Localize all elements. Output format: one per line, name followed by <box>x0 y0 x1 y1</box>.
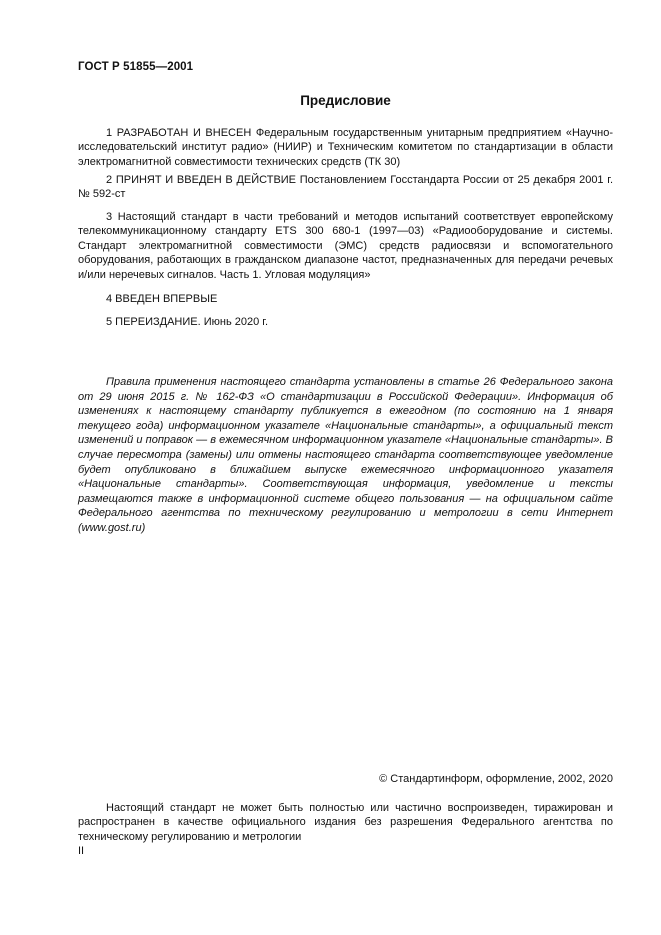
paragraph-4: 4 ВВЕДЕН ВПЕРВЫЕ <box>106 293 218 305</box>
reproduction-notice: Настоящий стандарт не может быть полностью или частично воспроизведен, тиражирован и распространен в качестве официального издания без разрешения Федерального агентства по техническому регулированию и метрологии <box>78 802 613 843</box>
copyright-line: © Стандартинформ, оформление, 2002, 2020 <box>379 773 613 785</box>
paragraph-1: 1 РАЗРАБОТАН И ВНЕСЕН Федеральным государственным унитарным предприятием «Научно-исследовательский институт радио» (НИИР) и Техническим комитетом по стандартизации в области электромагнитной совместимости технических средств (ТК 30) <box>78 127 613 168</box>
paragraph-5: 5 ПЕРЕИЗДАНИЕ. Июнь 2020 г. <box>106 316 268 328</box>
document-code: ГОСТ Р 51855—2001 <box>78 61 194 73</box>
paragraph-3: 3 Настоящий стандарт в части требований и методов испытаний соответствует европейскому телекоммуникационному стандарту ETS 300 680-1 (1997—03) «Радиооборудование и системы. Стандарт электромагнитной совместимости (ЭМС) средств радиосвязи и вспомогательного оборудования, работающих в гражданском диапазоне частот, предназначенных для передачи речевых и/или неречевых сигналов. Часть 1. Угловая модуляция» <box>78 211 613 281</box>
section-title: Предисловие <box>300 93 391 108</box>
paragraph-2: 2 ПРИНЯТ И ВВЕДЕН В ДЕЙСТВИЕ Постановлением Госстандарта России от 25 декабря 2001 г. № 592-ст <box>78 174 613 201</box>
application-rules-notice: Правила применения настоящего стандарта установлены в статье 26 Федерального закона от 29 июня 2015 г. № 162-ФЗ «О стандартизации в Российской Федерации». Информация об изменениях к настоящему стандарту публикуется в ежегодном (по состоянию на 1 января текущего года) информационном указателе «Национальные стандарты», а официальный текст изменений и поправок — в ежемесячном информационном указателе «Национальные стандарты». В случае пересмотра (замены) или отмены настоящего стандарта соответствующее уведомление будет опубликовано в ближайшем выпуске ежемесячного информационного указателя «Национальные стандарты». Соответствующая информация, уведомление и тексты размещаются также в информационной системе общего пользования — на официальном сайте Федерального агентства по техническому регулированию и метрологии в сети Интернет (www.gost.ru) <box>78 376 613 534</box>
page-number: II <box>78 845 85 857</box>
